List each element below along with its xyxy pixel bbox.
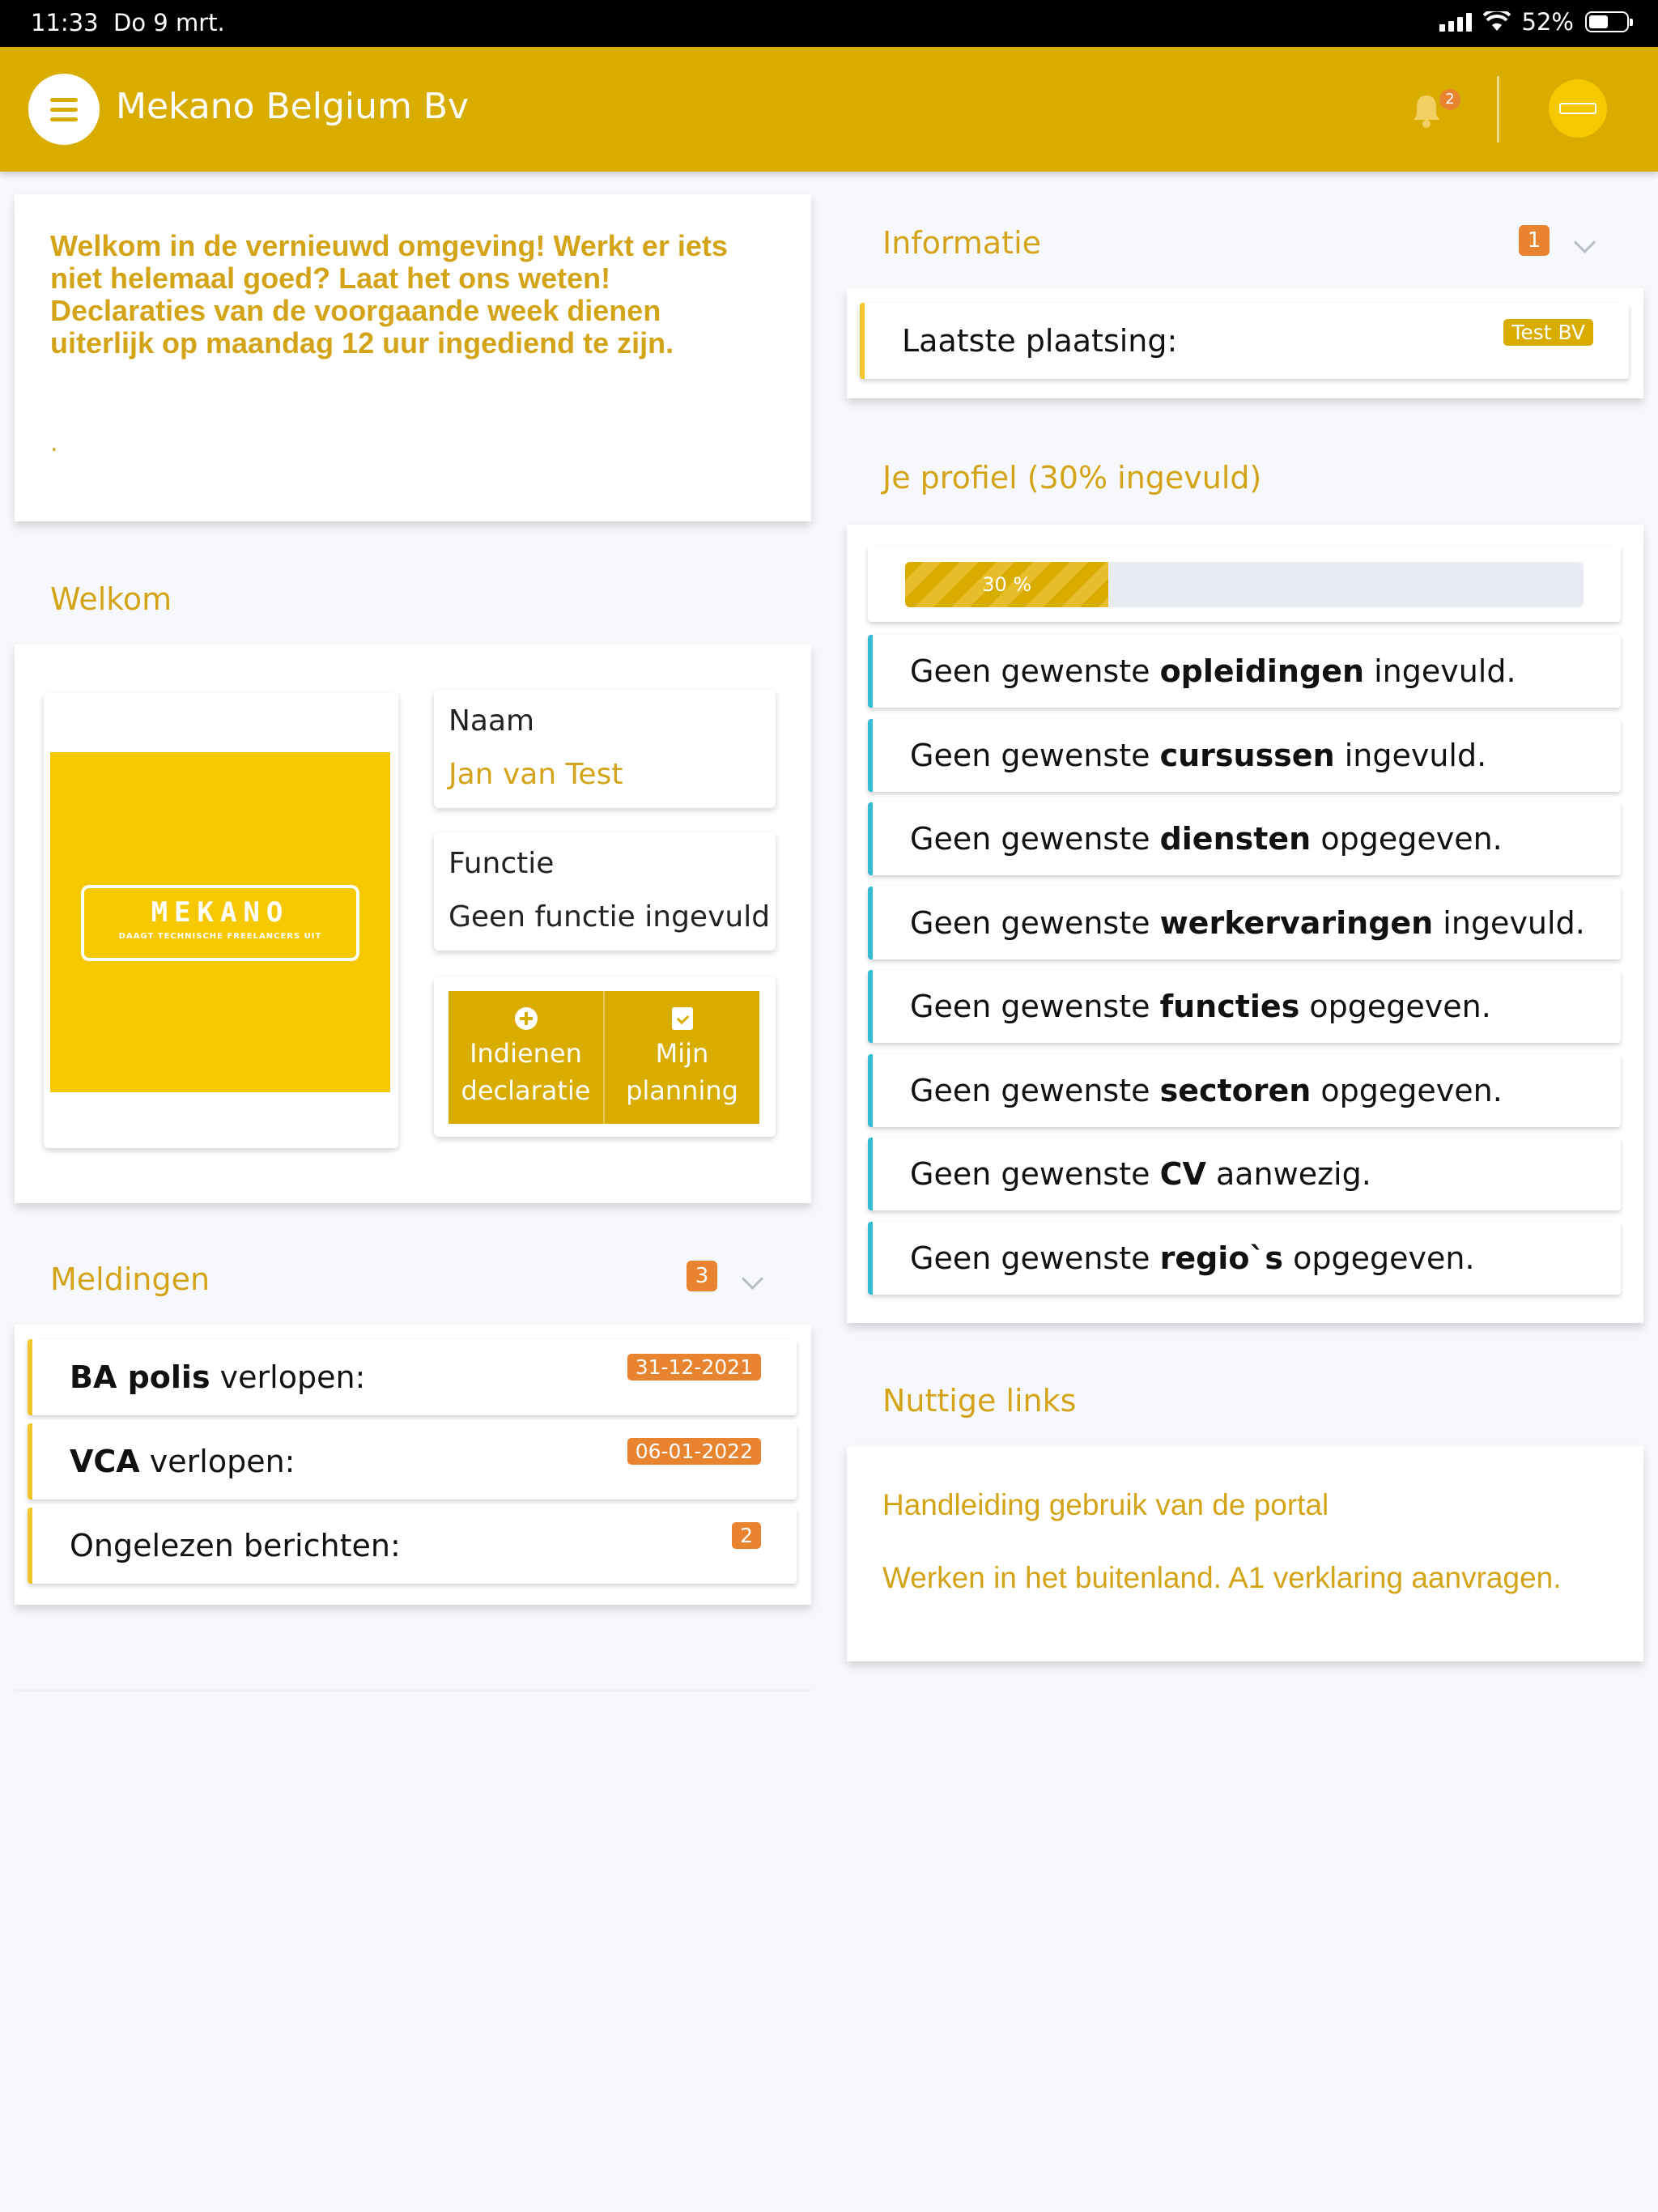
melding-count-badge: 2 — [732, 1522, 761, 1549]
functie-value: Geen functie ingevuld — [449, 900, 771, 934]
link-handleiding[interactable]: Handleiding gebruik van de portal — [882, 1488, 1329, 1521]
informatie-chevron-down-icon[interactable] — [1574, 232, 1596, 253]
status-date: Do 9 mrt. — [113, 9, 225, 36]
profiel-progress — [868, 546, 1621, 622]
logo-brand: MEKANO — [151, 896, 290, 929]
action-buttons-box — [434, 976, 776, 1137]
profiel-item-row[interactable] — [868, 719, 1621, 792]
action-button-group — [449, 991, 759, 1124]
plaatsing-badge: Test BV — [1503, 319, 1593, 346]
naam-value: Jan van Test — [449, 758, 623, 791]
bell-icon[interactable] — [1410, 89, 1443, 130]
profiel-item-pre: Geen gewenste — [910, 904, 1160, 941]
informatie-row[interactable] — [860, 303, 1629, 379]
profiel-item-text — [910, 653, 1516, 689]
notification-badge: 2 — [1439, 89, 1460, 110]
indienen-declaratie-button[interactable] — [449, 991, 603, 1124]
profiel-item-bold: werkervaringen — [1159, 904, 1434, 941]
button-label-line1: Mijn — [655, 1038, 709, 1069]
profiel-item-text — [910, 989, 1491, 1024]
button-label-line1: Indienen — [470, 1038, 582, 1069]
battery-percentage: 52% — [1521, 8, 1574, 36]
melding-text: Ongelezen berichten: — [70, 1528, 401, 1563]
profiel-item-post: opgegeven. — [1311, 821, 1503, 857]
profiel-item-row[interactable] — [868, 1222, 1621, 1295]
status-indicators — [1439, 8, 1629, 36]
plus-circle-icon — [515, 1007, 538, 1030]
company-logo — [50, 752, 390, 1092]
melding-row[interactable] — [28, 1339, 797, 1415]
hamburger-icon — [50, 98, 78, 121]
profiel-item-post: ingevuld. — [1334, 737, 1487, 773]
welkom-card — [15, 644, 811, 1203]
progress-fill: 30 % — [905, 562, 1108, 607]
melding-date-badge: 31-12-2021 — [627, 1354, 761, 1380]
section-divider — [15, 1689, 811, 1691]
battery-icon — [1585, 11, 1629, 32]
calendar-check-icon — [672, 1007, 693, 1030]
mekano-mini-logo — [1559, 103, 1596, 114]
avatar[interactable] — [1549, 79, 1607, 138]
profiel-item-text — [910, 738, 1486, 773]
profiel-item-text — [910, 1240, 1475, 1276]
melding-bold: BA polis — [70, 1359, 210, 1395]
app-title: Mekano Belgium Bv — [116, 86, 470, 127]
welcome-message-dot: . — [50, 429, 58, 457]
profiel-item-row[interactable] — [868, 1054, 1621, 1127]
profiel-item-post: aanwezig. — [1205, 1156, 1371, 1192]
profiel-item-post: opgegeven. — [1311, 1072, 1503, 1108]
profiel-item-bold: regio`s — [1159, 1240, 1284, 1276]
profiel-item-bold: sectoren — [1159, 1072, 1312, 1108]
profiel-item-pre: Geen gewenste — [910, 989, 1160, 1024]
logo-tagline: DAAGT TECHNISCHE FREELANCERS UIT — [118, 932, 322, 941]
profiel-item-row[interactable] — [868, 1138, 1621, 1210]
naam-label: Naam — [449, 704, 535, 738]
profiel-item-bold: diensten — [1159, 821, 1312, 857]
link-a1-verklaring[interactable]: Werken in het buitenland. A1 verklaring aanvragen. — [882, 1561, 1562, 1594]
profiel-item-text — [910, 821, 1503, 857]
profiel-item-post: ingevuld. — [1433, 904, 1585, 941]
melding-row[interactable] — [28, 1508, 797, 1584]
informatie-card — [847, 288, 1643, 398]
profiel-item-row[interactable] — [868, 887, 1621, 959]
menu-button[interactable] — [28, 74, 100, 145]
button-label-line2: declaratie — [461, 1075, 591, 1106]
laatste-plaatsing-label: Laatste plaatsing: — [902, 323, 1178, 359]
welcome-message-card — [15, 194, 811, 521]
profiel-item-bold: CV — [1159, 1156, 1206, 1192]
profiel-item-row[interactable] — [868, 970, 1621, 1043]
profiel-item-pre: Geen gewenste — [910, 1072, 1160, 1108]
mekano-logo — [81, 885, 359, 961]
meldingen-card — [15, 1325, 811, 1605]
nuttige-links-card — [847, 1446, 1643, 1661]
wifi-icon — [1483, 11, 1511, 32]
profiel-item-text — [910, 905, 1585, 941]
status-bar — [0, 0, 1658, 47]
progress-track — [905, 562, 1584, 607]
welcome-message-text: Welkom in de vernieuwd omgeving! Werkt er iets niet helemaal goed? Laat het ons weten! Declaraties van de voorgaande week dienen uiterlijk op maandag 12 uur ingediend te zijn. — [50, 229, 728, 359]
profiel-item-pre: Geen gewenste — [910, 1156, 1160, 1192]
profiel-title: Je profiel (30% ingevuld) — [882, 460, 1262, 496]
mijn-planning-button[interactable] — [603, 991, 759, 1124]
cellular-signal-icon — [1439, 12, 1472, 32]
profiel-item-text — [910, 1156, 1371, 1192]
profiel-item-pre: Geen gewenste — [910, 653, 1160, 689]
meldingen-count-badge: 3 — [687, 1261, 717, 1291]
profiel-item-bold: opleidingen — [1159, 653, 1365, 689]
naam-box — [434, 690, 776, 808]
profiel-item-pre: Geen gewenste — [910, 821, 1160, 857]
profiel-item-bold: functies — [1159, 989, 1300, 1024]
melding-text: verlopen: — [210, 1359, 366, 1395]
profiel-item-pre: Geen gewenste — [910, 737, 1160, 773]
welkom-title: Welkom — [50, 581, 172, 617]
profiel-item-text — [910, 1073, 1503, 1108]
informatie-count-badge: 1 — [1519, 225, 1550, 256]
nuttige-links-title: Nuttige links — [882, 1383, 1077, 1419]
profiel-item-post: ingevuld. — [1364, 653, 1516, 689]
functie-box — [434, 832, 776, 951]
meldingen-title: Meldingen — [50, 1261, 210, 1297]
header-divider — [1497, 76, 1499, 143]
profiel-item-post: opgegeven. — [1299, 989, 1491, 1024]
informatie-title: Informatie — [882, 225, 1042, 261]
meldingen-chevron-down-icon[interactable] — [742, 1268, 763, 1290]
app-header — [0, 47, 1658, 172]
melding-bold: VCA — [70, 1444, 140, 1479]
profiel-item-row[interactable] — [868, 802, 1621, 875]
profiel-item-row[interactable] — [868, 635, 1621, 708]
melding-date-badge: 06-01-2022 — [627, 1438, 761, 1465]
profiel-item-post: opgegeven. — [1283, 1240, 1475, 1276]
melding-row[interactable] — [28, 1423, 797, 1499]
melding-text: verlopen: — [139, 1444, 295, 1479]
functie-label: Functie — [449, 847, 555, 880]
profiel-item-pre: Geen gewenste — [910, 1240, 1160, 1276]
status-time: 11:33 — [31, 9, 99, 36]
button-label-line2: planning — [626, 1075, 738, 1106]
company-logo-card — [44, 693, 398, 1148]
profiel-item-bold: cursussen — [1159, 737, 1335, 773]
